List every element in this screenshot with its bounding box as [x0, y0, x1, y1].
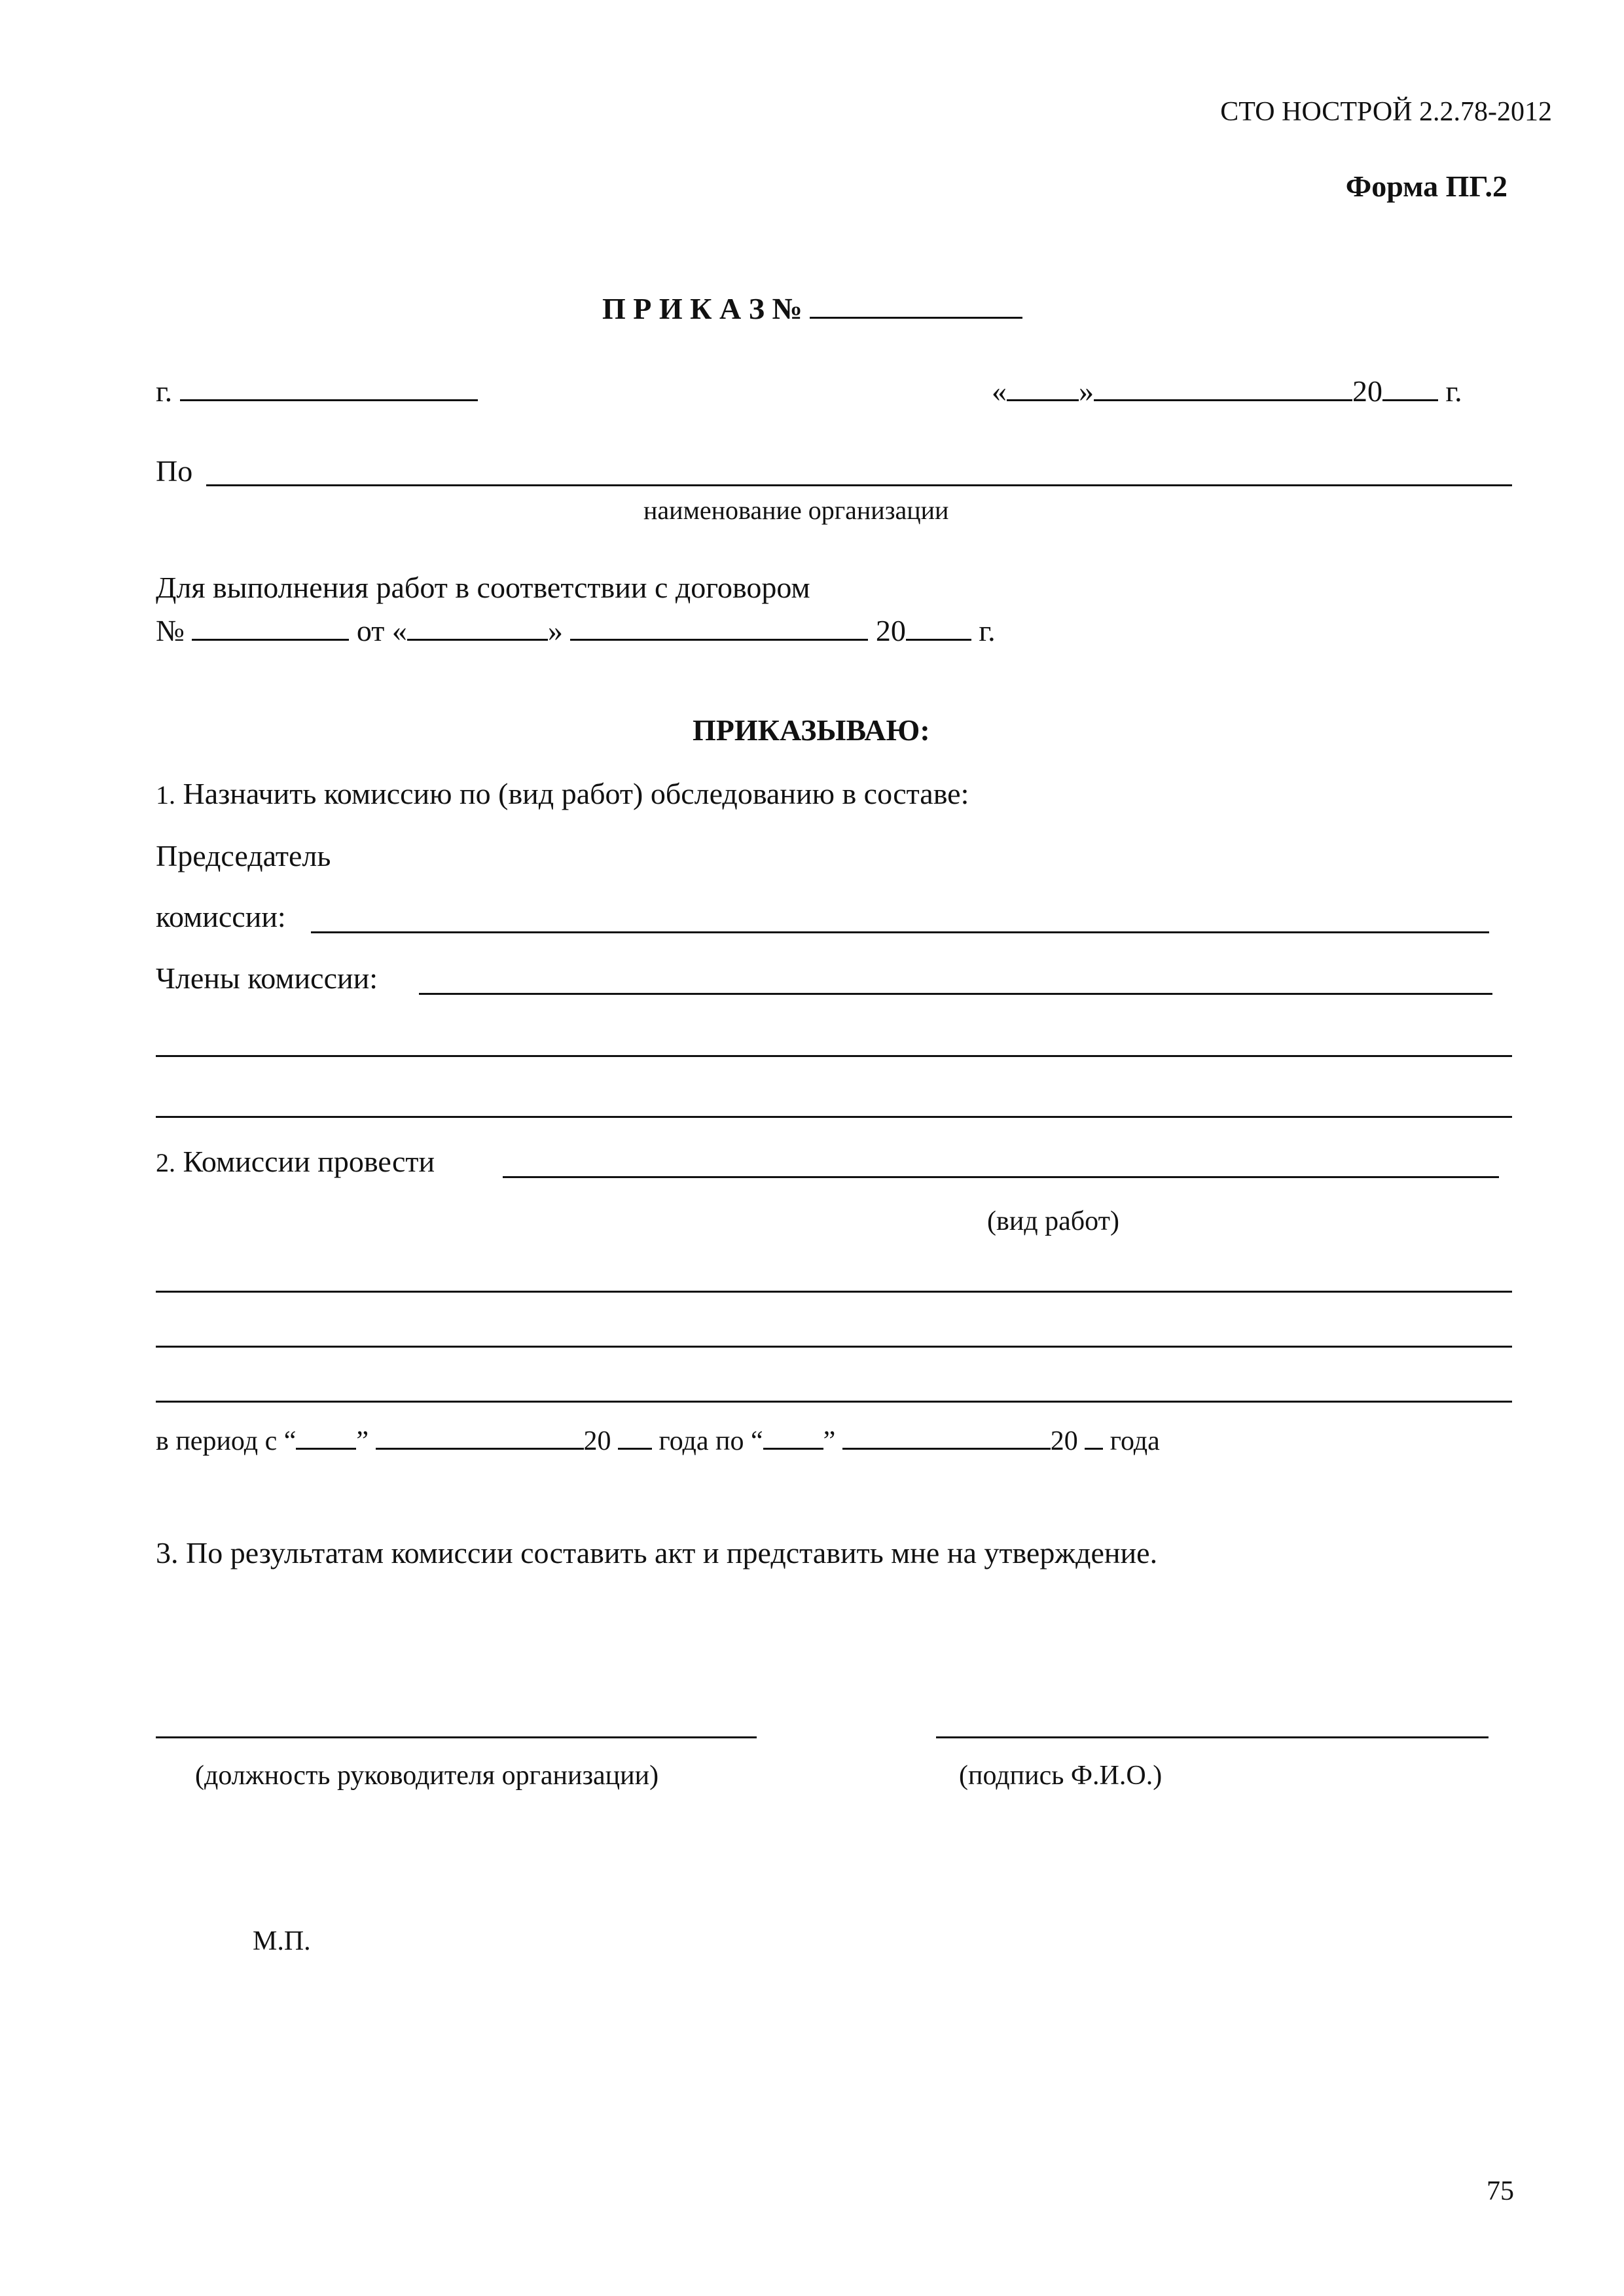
item2-number: 2. [156, 1148, 175, 1177]
item2 [156, 1147, 435, 1177]
period-year-1: 20 [583, 1426, 611, 1456]
organization-prefix: По [156, 454, 193, 488]
period-end: года [1110, 1426, 1160, 1456]
date-year-prefix: 20 [1352, 374, 1382, 408]
organization-caption: наименование организации [643, 495, 949, 525]
period-year2-blank [1085, 1427, 1103, 1450]
standard-code: СТО НОСТРОЙ 2.2.78-2012 [1220, 97, 1552, 127]
members-label: Члены комиссии: [156, 961, 378, 995]
contract-quote-close: » [547, 614, 563, 647]
members-line-2 [156, 1055, 1512, 1057]
order-number-blank [810, 293, 1022, 319]
position-signature-line [156, 1736, 757, 1738]
members-blank [419, 993, 1492, 995]
date-quote-open: « [992, 374, 1007, 408]
signature-caption: (подпись Ф.И.О.) [959, 1761, 1163, 1791]
city-line [156, 376, 478, 406]
item1 [156, 779, 969, 809]
period-line [156, 1427, 1160, 1455]
item2-text: Комиссии провести [183, 1145, 435, 1178]
period-to: года по “ [659, 1426, 763, 1456]
contract-year-suffix: г. [979, 614, 996, 647]
work-type-blank [503, 1176, 1499, 1178]
period-quote-close-1: ” [356, 1426, 369, 1456]
contract-year-blank [906, 615, 971, 641]
city-prefix: г. [156, 374, 173, 408]
position-caption: (должность руководителя организации) [195, 1761, 659, 1791]
order-heading: ПРИКАЗЫВАЮ: [693, 713, 930, 747]
date-quote-close: » [1079, 374, 1094, 408]
name-signature-line [936, 1736, 1489, 1738]
contract-number-prefix: № [156, 614, 185, 647]
date-year-suffix: г. [1445, 374, 1462, 408]
period-from: в период с “ [156, 1426, 297, 1456]
city-blank [180, 376, 478, 401]
chairman-label: Председатель [156, 839, 331, 872]
members-line-3 [156, 1116, 1512, 1118]
contract-day-blank [407, 615, 548, 641]
stamp-label: М.П. [253, 1926, 311, 1956]
work-type-caption: (вид работ) [987, 1206, 1119, 1236]
work-line-1 [156, 1291, 1512, 1293]
document-title [602, 293, 1022, 324]
item1-text: Назначить комиссию по (вид работ) обследованию в составе: [183, 777, 969, 810]
chairman-blank [311, 931, 1489, 933]
organization-blank [206, 484, 1512, 486]
period-month2-blank [842, 1427, 1051, 1450]
page-number: 75 [1487, 2176, 1514, 2206]
contract-year-prefix: 20 [875, 614, 906, 647]
chairman-label-2: комиссии: [156, 900, 286, 933]
item3: 3. По результатам комиссии составить акт и представить мне на утверждение. [156, 1536, 1158, 1570]
contract-month-blank [570, 615, 868, 641]
period-day1-blank [296, 1427, 356, 1450]
contract-from-label: от « [356, 614, 407, 647]
period-quote-close-2: ” [823, 1426, 836, 1456]
work-line-3 [156, 1401, 1512, 1403]
contract-details [156, 615, 996, 646]
period-year-2: 20 [1050, 1426, 1078, 1456]
title-text: П Р И К А З № [602, 292, 803, 325]
date-year-blank [1382, 376, 1438, 401]
date-day-blank [1007, 376, 1079, 401]
contract-number-blank [192, 615, 349, 641]
period-year1-blank [618, 1427, 652, 1450]
period-day2-blank [763, 1427, 823, 1450]
item1-number: 1. [156, 780, 175, 810]
period-month1-blank [376, 1427, 584, 1450]
date-line [992, 376, 1462, 406]
date-month-blank [1094, 376, 1352, 401]
contract-line: Для выполнения работ в соответствии с договором [156, 571, 810, 604]
work-line-2 [156, 1346, 1512, 1348]
form-label: Форма ПГ.2 [1345, 170, 1507, 203]
